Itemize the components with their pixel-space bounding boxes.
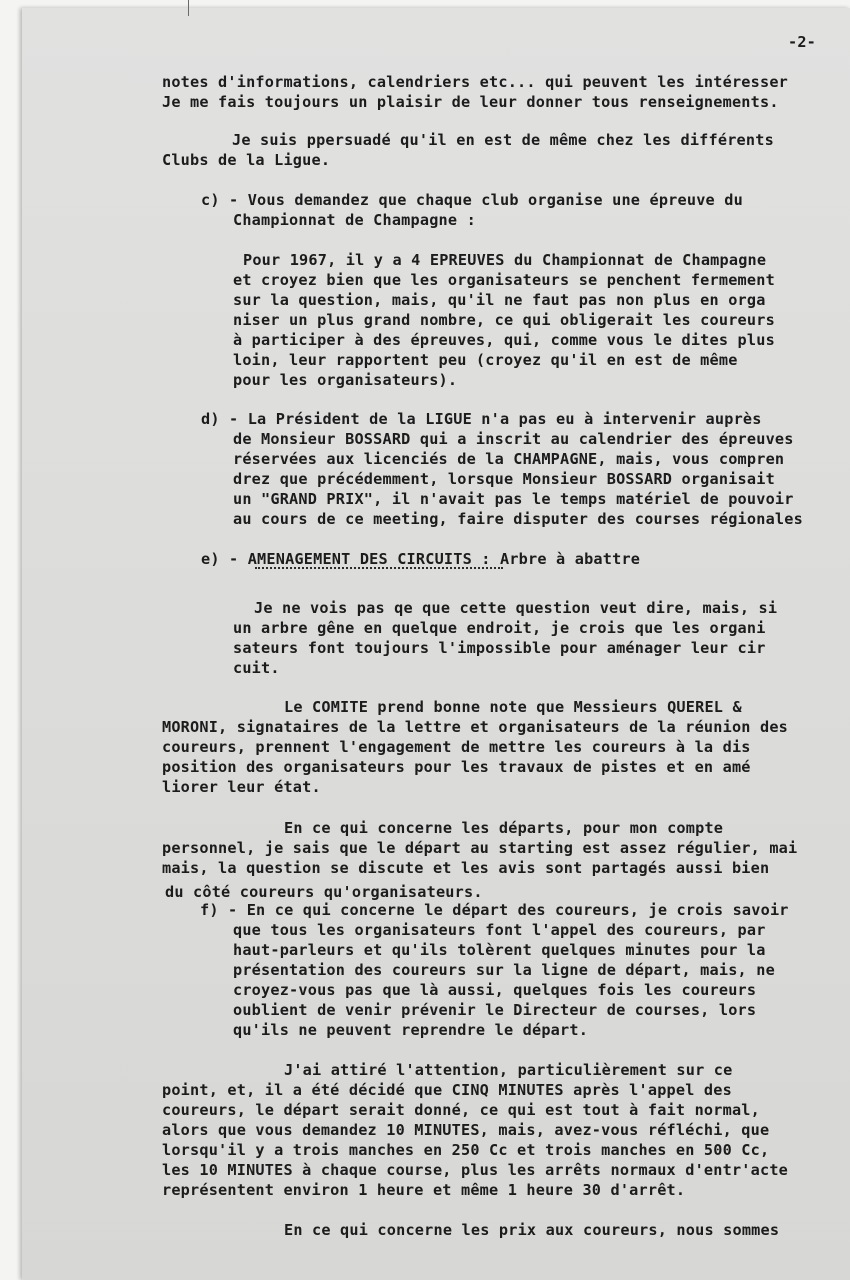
text-line: alors que vous demandez 10 MINUTES, mais, avez-vous réfléchi, que — [162, 1121, 770, 1139]
section-e-underline — [255, 567, 503, 569]
text-line: mais, la question se discute et les avis sont partagés aussi bien — [162, 859, 770, 877]
text-line: oublient de venir prévenir le Directeur de courses, lors — [233, 1001, 757, 1019]
text-line: coureurs, prennent l'engagement de mettre les coureurs à la dis — [162, 738, 751, 756]
text-line: un arbre gêne en quelque endroit, je crois que les organi — [233, 619, 766, 637]
text-line: réservées aux licenciés de la CHAMPAGNE, mais, vous compren — [233, 450, 785, 468]
text-line: Pour 1967, il y a 4 EPREUVES du Championnat de Champagne — [243, 251, 767, 269]
text-line: Le COMITE prend bonne note que Messieurs QUEREL & — [284, 698, 742, 716]
text-line: et croyez bien que les organisateurs se penchent fermement — [233, 271, 775, 289]
page-top-edge — [0, 0, 850, 8]
section-e-title: AMENAGEMENT DES CIRCUITS — [247, 550, 472, 568]
page-number: -2- — [788, 33, 817, 51]
text-line: représentent environ 1 heure et même 1 heure 30 d'arrêt. — [162, 1181, 686, 1199]
section-d-heading: d) - La Président de la LIGUE n'a pas eu à intervenir auprès — [201, 410, 762, 428]
text-line: Je ne vois pas qe que cette question veut dire, mais, si — [254, 599, 778, 617]
text-line: Je suis ppersuadé qu'il en est de même chez les différents — [232, 131, 774, 149]
text-line: lorsqu'il y a trois manches en 250 Cc et trois manches en 500 Cc, — [162, 1141, 770, 1159]
text-line: sateurs font toujours l'impossible pour aménager leur cir — [233, 639, 766, 657]
text-line: J'ai attiré l'attention, particulièrement sur ce — [284, 1061, 733, 1079]
text-line: un "GRAND PRIX", il n'avait pas le temps matériel de pouvoir — [233, 490, 794, 508]
text-line: à participer à des épreuves, qui, comme vous le dites plus — [233, 331, 775, 349]
text-line: Championnat de Champagne : — [233, 211, 476, 229]
text-line: que tous les organisateurs font l'appel des coureurs, par — [233, 921, 766, 939]
text-line: notes d'informations, calendriers etc... qui peuvent les intéresser — [162, 73, 789, 91]
text-line: les 10 MINUTES à chaque course, plus les arrêts normaux d'entr'acte — [162, 1161, 789, 1179]
text-line: du côté coureurs qu'organisateurs. — [165, 883, 483, 901]
text-line: de Monsieur BOSSARD qui a inscrit au calendrier des épreuves — [233, 430, 794, 448]
section-e-prefix: e) - — [201, 550, 248, 568]
section-f-heading: f) - En ce qui concerne le départ des coureurs, je crois savoir — [200, 901, 789, 919]
text-line: personnel, je sais que le départ au starting est assez régulier, mai — [162, 839, 798, 857]
text-line: liorer leur état. — [162, 778, 321, 796]
margin-tick-mark — [188, 0, 189, 16]
text-line: position des organisateurs pour les travaux de pistes et en amé — [162, 758, 751, 776]
text-line: En ce qui concerne les départs, pour mon compte — [284, 819, 724, 837]
section-e-suffix: : Arbre à abattre — [471, 550, 641, 568]
text-line: croyez-vous pas que là aussi, quelques fois les coureurs — [233, 981, 757, 999]
text-line: MORONI, signataires de la lettre et organisateurs de la réunion des — [162, 718, 789, 736]
section-e-heading — [201, 549, 640, 569]
text-line: présentation des coureurs sur la ligne de départ, mais, ne — [233, 961, 775, 979]
text-line: Je me fais toujours un plaisir de leur donner tous renseignements. — [162, 93, 779, 111]
text-line: qu'ils ne peuvent reprendre le départ. — [233, 1021, 589, 1039]
text-line: Clubs de la Ligue. — [162, 151, 331, 169]
text-line: loin, leur rapportent peu (croyez qu'il en est de même — [233, 351, 738, 369]
text-line: point, et, il a été décidé que CINQ MINUTES après l'appel des — [162, 1081, 732, 1099]
page-left-edge — [0, 0, 22, 1280]
text-line: pour les organisateurs). — [233, 371, 458, 389]
text-line: drez que précédemment, lorsque Monsieur BOSSARD organisait — [233, 470, 775, 488]
text-line: sur la question, mais, qu'il ne faut pas non plus en orga — [233, 291, 766, 309]
text-line: En ce qui concerne les prix aux coureurs, nous sommes — [284, 1221, 780, 1239]
text-line: haut-parleurs et qu'ils tolèrent quelques minutes pour la — [233, 941, 766, 959]
text-line: cuit. — [233, 659, 280, 677]
section-c-heading: c) - Vous demandez que chaque club organise une épreuve du — [201, 191, 743, 209]
text-line: coureurs, le départ serait donné, ce qui est tout à fait normal, — [162, 1101, 760, 1119]
text-line: au cours de ce meeting, faire disputer des courses régionales — [233, 510, 803, 528]
text-line: niser un plus grand nombre, ce qui obligerait les coureurs — [233, 311, 775, 329]
